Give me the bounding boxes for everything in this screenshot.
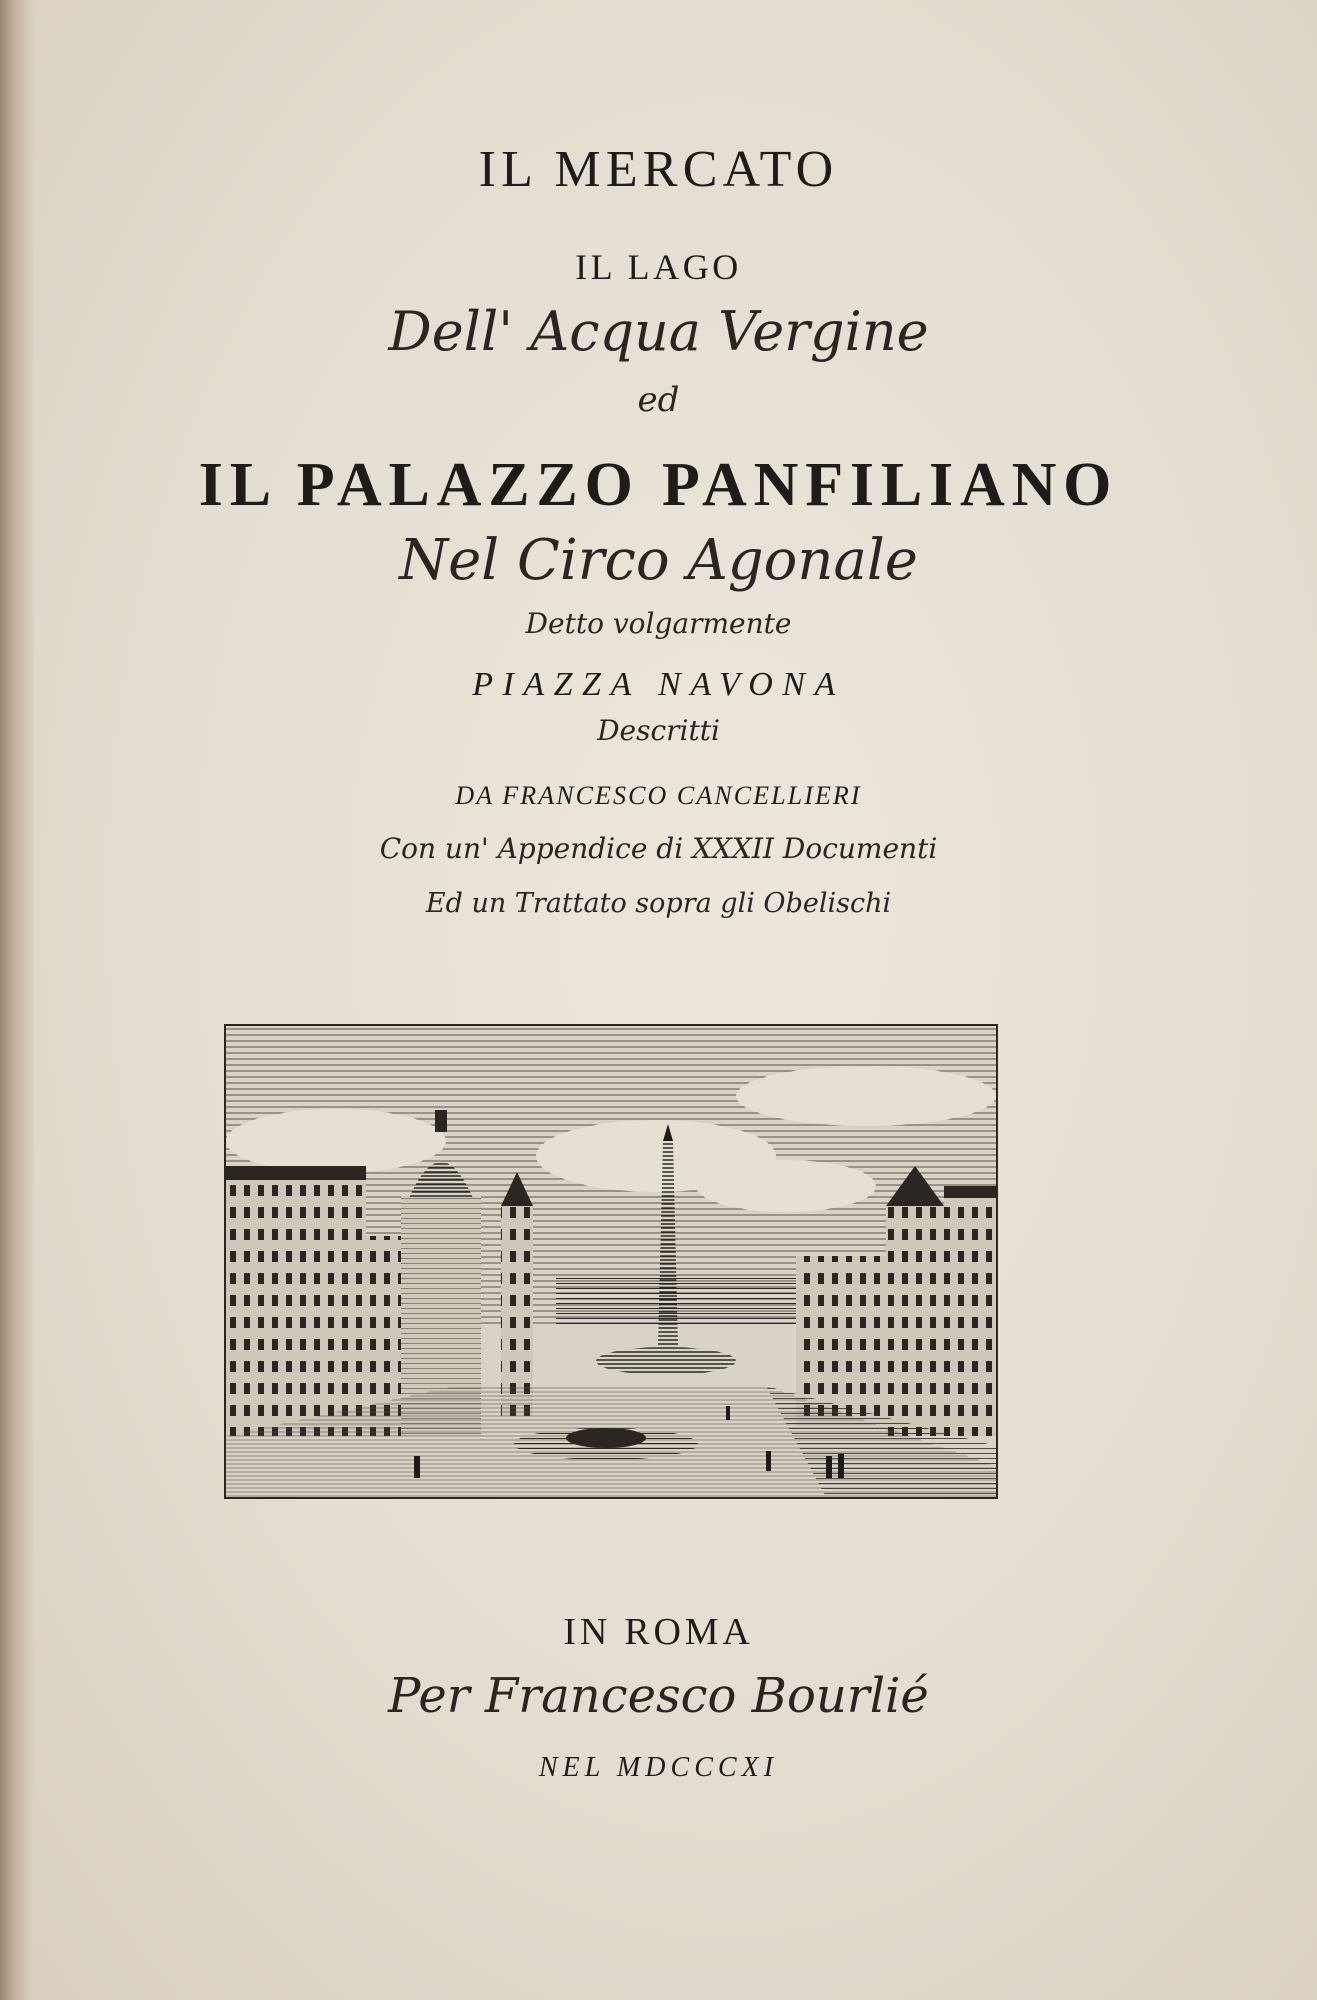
title-line-lago: IL LAGO	[575, 247, 742, 287]
engraving-picture	[226, 1026, 996, 1497]
title-line-descritti: Descritti	[597, 714, 720, 747]
title-line-detto: Detto volgarmente	[525, 607, 792, 640]
title-line-piazza-navona: PIAZZA NAVONA	[472, 666, 845, 703]
imprint-city: IN ROMA	[563, 1611, 754, 1653]
treatise-line: Ed un Trattato sopra gli Obelischi	[425, 888, 892, 919]
author-line: DA FRANCESCO CANCELLIERI	[455, 781, 862, 810]
appendix-line: Con un' Appendice di XXXII Documenti	[379, 832, 938, 865]
imprint-year: NEL MDCCCXI	[538, 1752, 779, 1783]
piazza-navona-engraving	[224, 1024, 998, 1499]
imprint-printer: Per Francesco Bourlié	[388, 1668, 929, 1724]
title-line-ed: ed	[637, 380, 680, 420]
title-line-palazzo: IL PALAZZO PANFILIANO	[198, 451, 1119, 519]
title-line-circo-agonale: Nel Circo Agonale	[399, 528, 918, 593]
title-line-mercato: IL MERCATO	[478, 141, 839, 198]
title-line-acqua-vergine: Dell' Acqua Vergine	[388, 300, 929, 363]
